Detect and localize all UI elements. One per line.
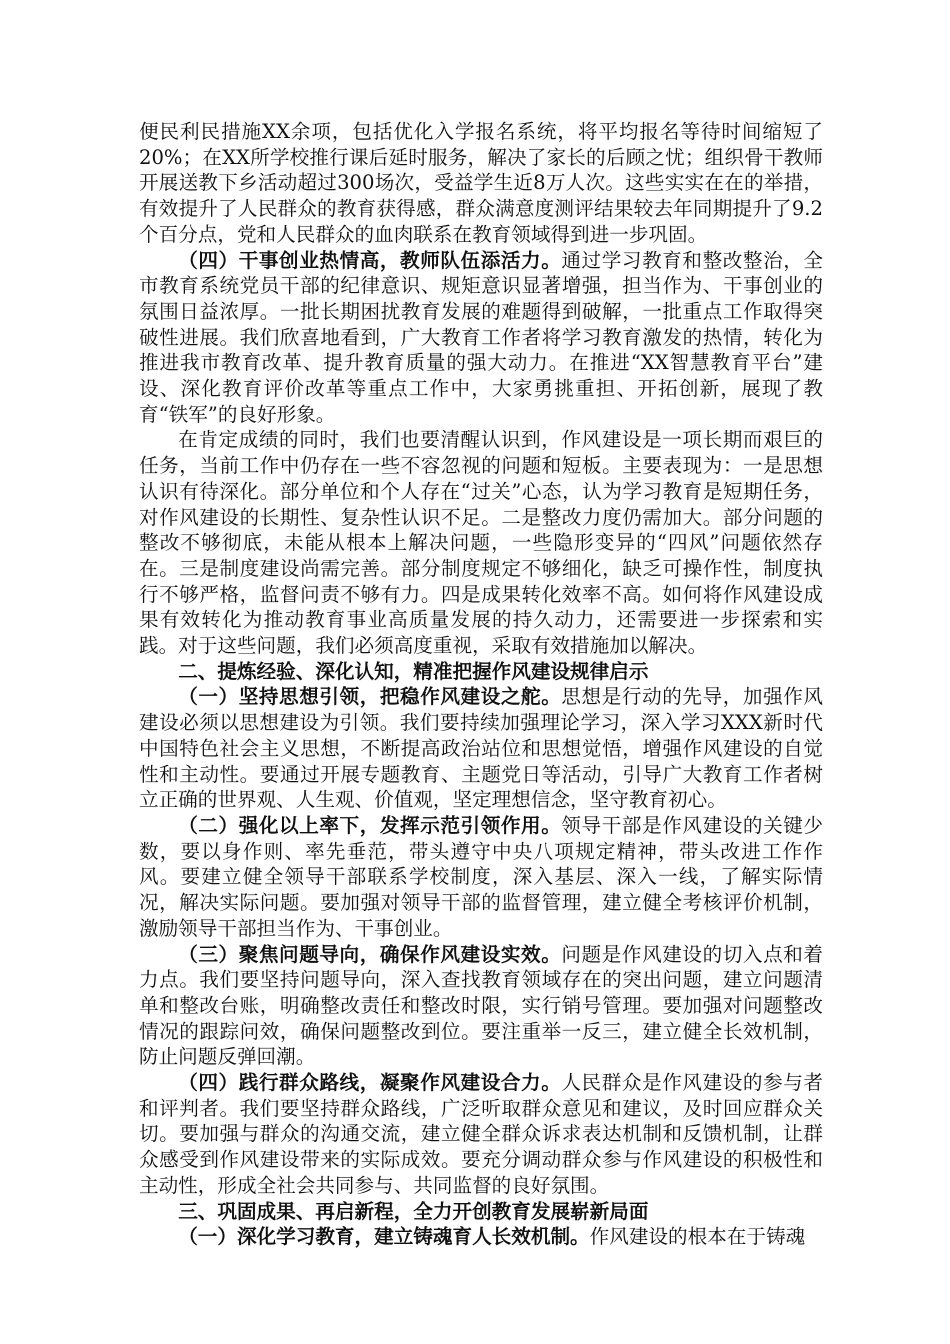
paragraph-body: 作风建设的根本在于铸魂 xyxy=(589,1225,806,1249)
paragraph-lead: （三）聚焦问题导向，确保作风建设实效。 xyxy=(178,942,562,966)
paragraph-body: 通过学习教育和整改整治，全市教育系统党员干部的纪律意识、规矩意识显著增强，担当作为、干事创业的氛围日益浓厚。一批长期困扰教育发展的难题得到破解，一批重点工作取得突破性进展。我们欣喜地看到，广大教育工作者将学习教育激发的热情，转化为推进我市教育改革、提升教育质量的强大动力。在推进“XX智慧教育平台”建设、深化教育评价改革等重点工作中，大家勇挑重担、开拓创新，展现了教育“铁军”的良好形象。 xyxy=(139,248,824,426)
paragraph-section-2-item-4 xyxy=(139,1070,823,1199)
paragraph-lead: （二）强化以上率下，发挥示范引领作用。 xyxy=(178,813,562,837)
section-heading-3: 三、巩固成果、再启新程，全力开创教育发展崭新局面 xyxy=(178,1199,649,1223)
paragraph-body: 人民群众是作风建设的参与者和评判者。我们要坚持群众路线，广泛听取群众意见和建议，及时回应群众关切。要加强与群众的沟通交流，建立健全群众诉求表达机制和反馈机制，让群众感受到作风建设带来的实际成效。要充分调动群众参与作风建设的积极性和主动性，形成全社会共同参与、共同监督的良好氛围。 xyxy=(139,1071,824,1197)
paragraph-lead: （四）践行群众路线，凝聚作风建设合力。 xyxy=(178,1071,562,1095)
paragraph-lead: （一）深化学习教育，建立铸魂育人长效机制。 xyxy=(178,1225,590,1249)
paragraph-section-2-item-3 xyxy=(139,942,823,1071)
paragraph-problems: 在肯定成绩的同时，我们也要清醒认识到，作风建设是一项长期而艰巨的任务，当前工作中仍存在一些不容忽视的问题和短板。主要表现为：一是思想认识有待深化。部分单位和个人存在“过关”心态，认为学习教育是短期任务，对作风建设的长期性、复杂性认识不足。二是整改力度仍需加大。部分问题的整改不够彻底，未能从根本上解决问题，一些隐形变异的“四风”问题依然存在。三是制度建设尚需完善。部分制度规定不够细化，缺乏可操作性，制度执行不够严格，监督问责不够有力。四是成果转化效率不高。如何将作风建设成果有效转化为推动教育事业高质量发展的持久动力，还需要进一步探索和实践。对于这些问题，我们必须高度重视，采取有效措施加以解决。 xyxy=(139,428,823,658)
paragraph-continued: 便民利民措施XX余项，包括优化入学报名系统，将平均报名等待时间缩短了20%；在XX所学校推行课后延时服务，解决了家长的后顾之忧；组织骨干教师开展送教下乡活动超过300场次，受益学生近8万人次。这些实实在在的举措，有效提升了人民群众的教育获得感，群众满意度测评结果较去年同期提升了9.2个百分点，党和人民群众的血肉联系在教育领域得到进一步巩固。 xyxy=(139,120,823,246)
paragraph-body: 思想是行动的先导，加强作风建设必须以思想建设为引领。我们要持续加强理论学习，深入学习XXX新时代中国特色社会主义思想，不断提高政治站位和思想觉悟，增强作风建设的自觉性和主动性。要通过开展专题教育、主题党日等活动，引导广大教育工作者树立正确的世界观、人生观、价值观，坚定理想信念，坚守教育初心。 xyxy=(139,685,824,812)
paragraph-item-4 xyxy=(139,248,823,428)
paragraph-section-3-item-1 xyxy=(139,1224,823,1250)
paragraph-section-2-item-1 xyxy=(139,684,823,813)
paragraph-section-2-item-2 xyxy=(139,813,823,942)
paragraph-lead: （四）干事创业热情高，教师队伍添活力。 xyxy=(178,248,562,272)
paragraph-body: 问题是作风建设的切入点和着力点。我们要坚持问题导向，深入查找教育领域存在的突出问题，建立问题清单和整改台账，明确整改责任和整改时限，实行销号管理。要加强对问题整改情况的跟踪问效，确保问题整改到位。要注重举一反三，建立健全长效机制，防止问题反弹回潮。 xyxy=(139,942,824,1069)
section-heading-2: 二、提炼经验、深化认知，精准把握作风建设规律启示 xyxy=(178,659,649,683)
document-page xyxy=(139,119,823,1250)
paragraph-lead: （一）坚持思想引领，把稳作风建设之舵。 xyxy=(178,685,562,709)
paragraph-body: 领导干部是作风建设的关键少数，要以身作则、率先垂范，带头遵守中央八项规定精神，带头改进工作作风。要建立健全领导干部联系学校制度，深入基层、深入一线，了解实际情况，解决实际问题。要加强对领导干部的监督管理，建立健全考核评价机制，激励领导干部担当作为、干事创业。 xyxy=(139,813,824,940)
